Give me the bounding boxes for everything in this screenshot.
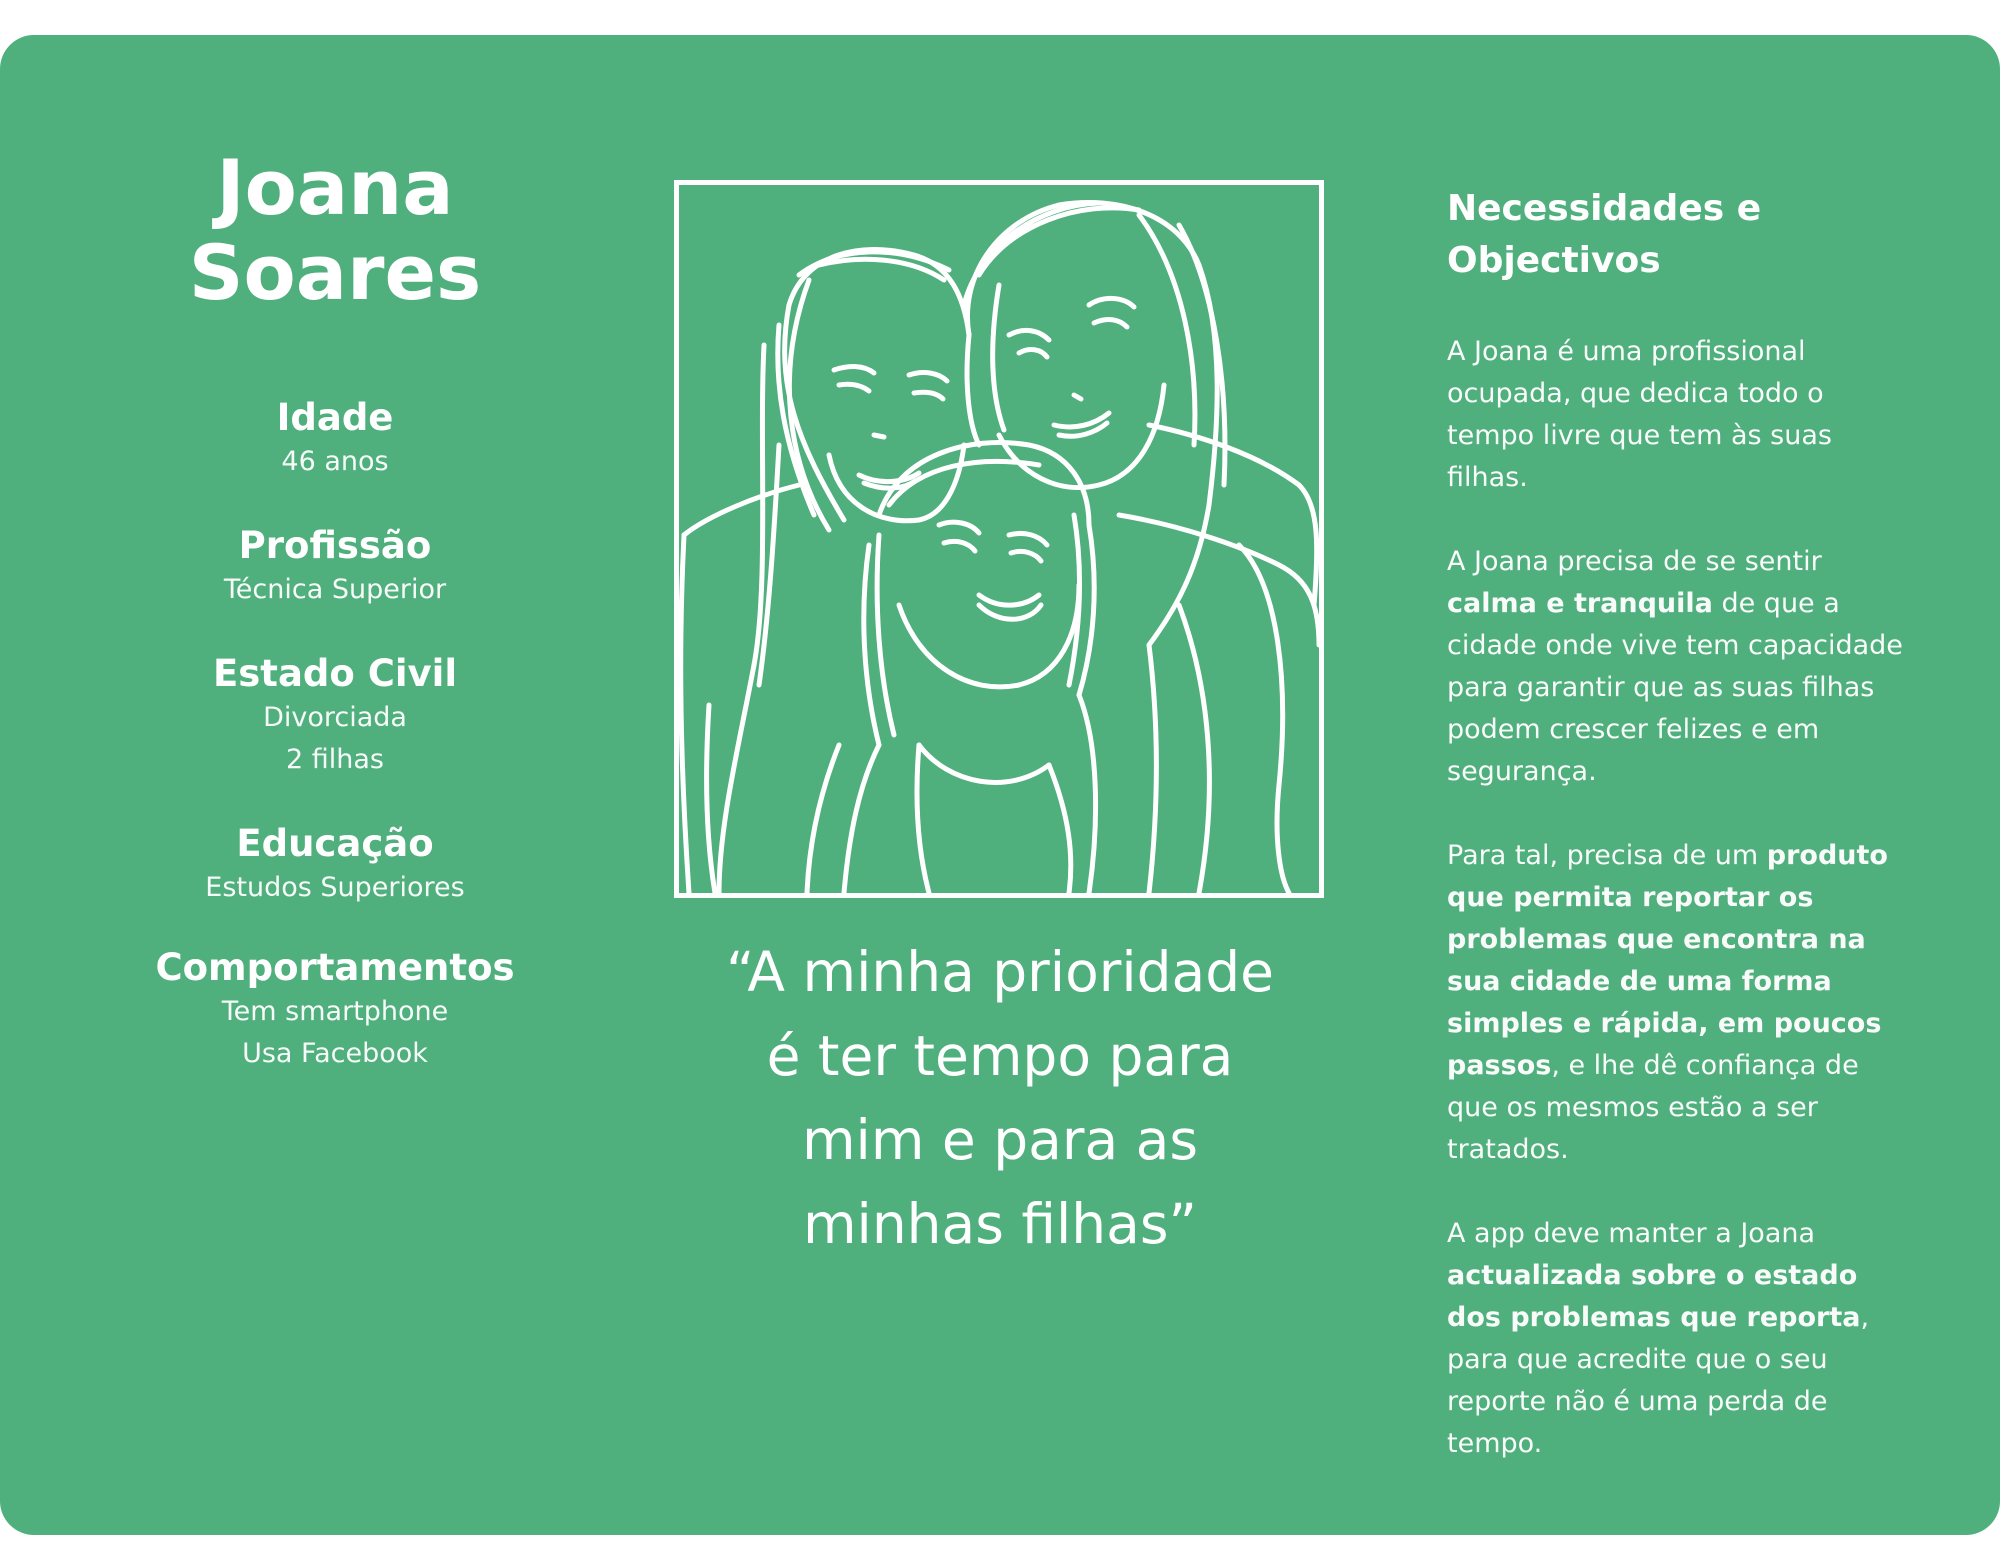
needs-paragraph-3 — [1447, 835, 1907, 1171]
children-value: 2 filhas — [286, 744, 384, 775]
persona-card — [0, 35, 2000, 1535]
field-behaviours — [130, 945, 540, 1075]
persona-quote — [660, 930, 1340, 1266]
field-civil-status — [130, 651, 540, 781]
field-label: Comportamentos — [155, 946, 515, 989]
emphasis-text: produto que permita reportar os problemas que encontra na sua cidade de uma forma simples e rápida, em poucos passos — [1447, 840, 1888, 1081]
field-value — [130, 697, 540, 781]
quote-line: é ter tempo para — [766, 1024, 1234, 1088]
field-value — [130, 569, 540, 611]
profession-value: Técnica Superior — [223, 574, 447, 605]
text-span: Para tal, precisa de um — [1447, 840, 1767, 871]
field-value — [130, 867, 540, 909]
first-name: Joana — [216, 143, 454, 232]
field-label: Profissão — [238, 524, 432, 567]
education-value: Estudos Superiores — [205, 872, 465, 903]
quote-line: minhas filhas” — [802, 1192, 1198, 1256]
needs-paragraph-2 — [1447, 541, 1907, 793]
persona-details — [130, 145, 540, 1115]
field-label: Estado Civil — [212, 652, 458, 695]
civil-status-value: Divorciada — [263, 702, 407, 733]
quote-line: mim e para as — [801, 1108, 1198, 1172]
portrait-frame — [674, 180, 1324, 898]
behaviour-value: Usa Facebook — [242, 1038, 428, 1069]
field-education — [130, 821, 540, 909]
persona-name — [130, 145, 540, 315]
field-label: Educação — [236, 822, 434, 865]
family-line-drawing-icon — [679, 185, 1319, 893]
text-span: A Joana precisa de se sentir — [1447, 546, 1822, 577]
age-value: 46 anos — [281, 446, 389, 477]
emphasis-text: actualizada sobre o estado dos problemas que reporta — [1447, 1260, 1861, 1333]
needs-and-goals — [1447, 183, 1907, 1507]
emphasis-text: calma e tranquila — [1447, 588, 1713, 619]
needs-paragraph-1: A Joana é uma profissional ocupada, que dedica todo o tempo livre que tem às suas filhas. — [1447, 336, 1832, 493]
last-name: Soares — [188, 228, 482, 317]
needs-title-line: Necessidades e — [1447, 188, 1762, 229]
field-label: Idade — [276, 396, 394, 439]
text-span: , e lhe dê confiança de que os mesmos estão a ser tratados. — [1447, 1050, 1859, 1165]
needs-title — [1447, 183, 1907, 287]
field-age — [130, 395, 540, 483]
field-value — [130, 991, 540, 1075]
behaviour-value: Tem smartphone — [221, 996, 449, 1027]
quote-line: “A minha prioridade — [726, 940, 1274, 1004]
field-value — [130, 441, 540, 483]
needs-title-line: Objectivos — [1447, 240, 1661, 281]
needs-paragraph-4 — [1447, 1213, 1907, 1465]
text-span: de que a cidade onde vive tem capacidade para garantir que as suas filhas podem crescer felizes e em segurança. — [1447, 588, 1903, 787]
field-profession — [130, 523, 540, 611]
text-span: A app deve manter a Joana — [1447, 1218, 1816, 1249]
text-span: , para que acredite que o seu reporte não é uma perda de tempo. — [1447, 1302, 1870, 1459]
